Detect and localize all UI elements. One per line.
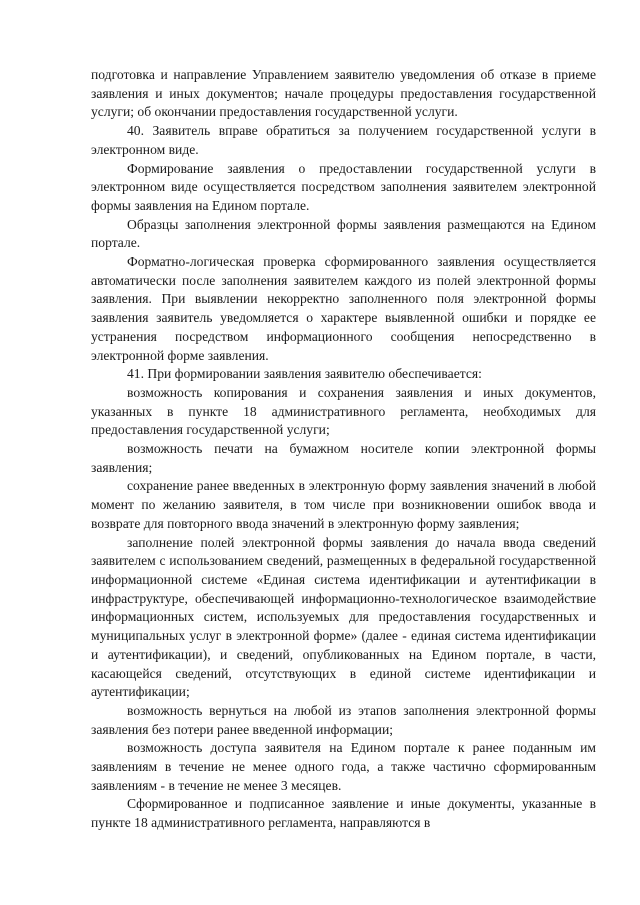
- paragraph-8: сохранение ранее введенных в электронную форму заявления значений в любой момент по желанию заявителя, в том числе при возникновении ошибок ввода и возврате для повторного ввода значений в электронную форму заявления;: [91, 478, 596, 531]
- paragraph-2: Формирование заявления о предоставлении государственной услуги в электронном виде осуществляется посредством заполнения заявителем электронной формы заявления на Едином портале.: [91, 160, 596, 213]
- paragraph-0: подготовка и направление Управлением заявителю уведомления об отказе в приеме заявления и иных документов; начале процедуры предоставления государственной услуги; об окончании предоставления государственной услуги.: [91, 67, 596, 120]
- paragraph-1: 40. Заявитель вправе обратиться за получением государственной услуги в электронном виде.: [91, 123, 596, 157]
- paragraph-12: Сформированное и подписанное заявление и иные документы, указанные в пункте 18 административного регламента, направляются в: [91, 796, 596, 831]
- paragraph-9: заполнение полей электронной формы заявления до начала ввода сведений заявителем с использованием сведений, размещенных в федеральной государственной информационной системе «Единая система идентификации и аутентификации в инфраструктуре, обеспечивающей информационно-технологическое взаимодействие информационных систем, используемых для предоставления государственных и муниципальных услуг в электронной форме» (далее - единая система идентификации и аутентификации), и сведений, опубликованных на Едином портале, в части, касающейся сведений, отсутствующих в единой системе идентификации и аутентификации;: [91, 534, 596, 700]
- document-body: [91, 66, 596, 833]
- paragraph-5: 41. При формировании заявления заявителю обеспечивается:: [127, 366, 482, 382]
- paragraph-10: возможность вернуться на любой из этапов заполнения электронной формы заявления без потери ранее введенной информации;: [91, 702, 596, 737]
- paragraph-6: возможность копирования и сохранения заявления и иных документов, указанных в пункте 18 административного регламента, необходимых для предоставления государственной услуги;: [91, 384, 596, 438]
- paragraph-11: возможность доступа заявителя на Едином портале к ранее поданным им заявлениям в течение не менее одного года, а также частично сформированным заявлениям - в течение не менее 3 месяцев.: [91, 740, 596, 793]
- paragraph-4: Форматно-логическая проверка сформированного заявления осуществляется автоматически после заполнения заявителем каждого из полей электронной формы заявления. При выявлении некорректно заполненного поля электронной формы заявления заявитель уведомляется о характере выявленной ошибки и порядке ее устранения посредством информационного сообщения непосредственно в электронной форме заявления.: [91, 254, 596, 363]
- paragraph-7: возможность печати на бумажном носителе копии электронной формы заявления;: [91, 441, 596, 475]
- paragraph-3: Образцы заполнения электронной формы заявления размещаются на Едином портале.: [91, 216, 596, 251]
